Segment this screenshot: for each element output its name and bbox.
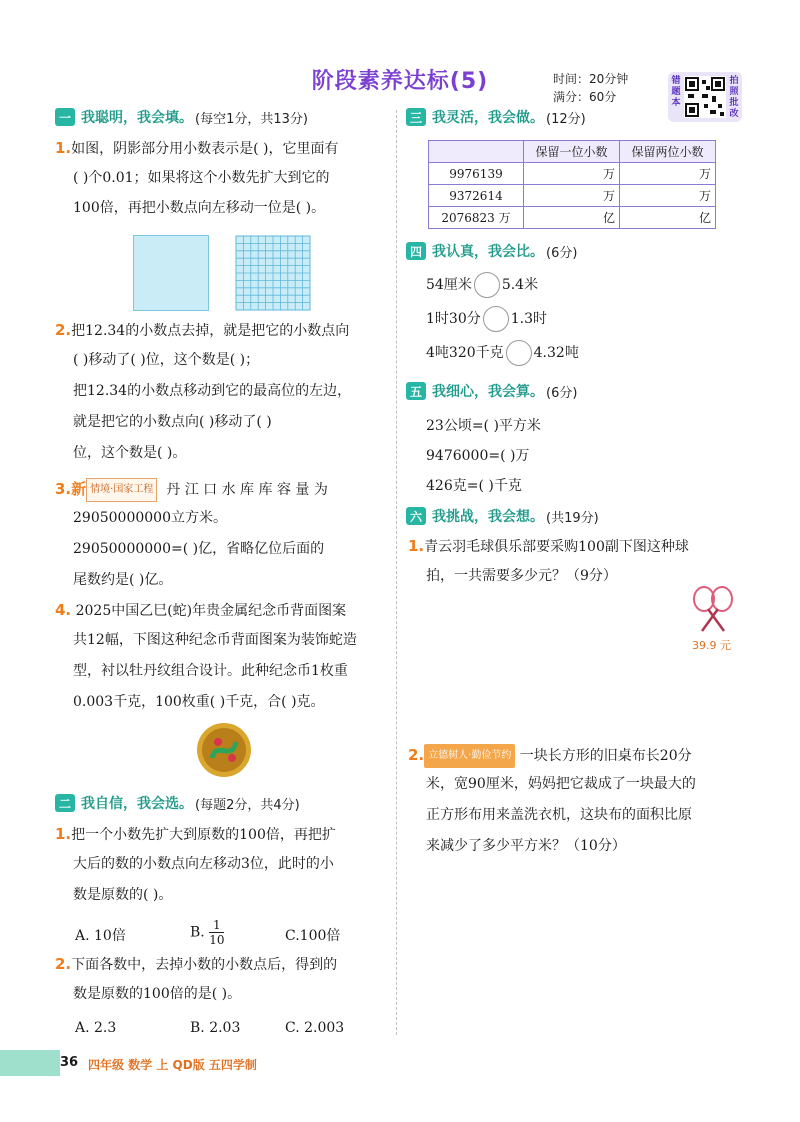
q3-line-4: 尾数约是( )亿。 xyxy=(73,572,173,588)
q4-line-1: 2025中国乙巳(蛇)年贵金属纪念币背面图案 xyxy=(75,603,347,619)
section-note: (12分) xyxy=(546,111,586,127)
footer-accent-bar xyxy=(0,1050,60,1076)
challenge-question-2: 2. 立德树人·勤俭节约 一块长方形的旧桌布长20分 米，宽90厘米，妈妈把它裁成了一块最大的 正方形布用来盖洗衣机，这块布的面积比原 来减少了多少平方米？（10分） xyxy=(408,744,753,867)
question-4: 4. 2025中国乙巳(蛇)年贵金属纪念币背面图案 共12幅，下图这种纪念币背面图案为装饰蛇造 型，衬以牡丹纹组合设计。此种纪念币1枚重 0.003千克，100枚重( )千克，合( )克。 xyxy=(55,600,390,723)
challenge-question-1: 1.青云羽毛球俱乐部要采购100副下图这种球 拍，一共需要多少元？（9分） xyxy=(408,536,748,596)
q3-line-1: 丹 江 口 水 库 库 容 量 为 xyxy=(166,482,328,498)
table-header: 保留两位小数 xyxy=(620,141,716,163)
footer-text: 四年级 数学 上 QD版 五四学制 xyxy=(88,1058,257,1072)
section-badge: 一 xyxy=(55,108,75,126)
section-title: 我细心，我会算。 xyxy=(432,384,544,400)
section-title: 我认真，我会比。 xyxy=(432,244,544,260)
qr-right-label: 拍照批改 xyxy=(729,76,739,119)
section-6-header xyxy=(406,505,599,527)
c2-line-2: 数是原数的100倍的是( )。 xyxy=(73,986,242,1002)
q4-line-4: 0.003千克，100枚重( )千克，合( )克。 xyxy=(73,694,325,710)
question-1: 1.如图，阴影部分用小数表示是( )，它里面有 ( )个0.01；如果将这个小数先扩大到它的 100倍，再把小数点向左移动一位是( )。 xyxy=(55,138,390,228)
qr-left-label: 错题本 xyxy=(671,76,681,108)
q2-line-3: 把12.34的小数点移动到它的最高位的左边， xyxy=(73,383,352,399)
section-note: (每空1分，共13分) xyxy=(195,111,308,127)
page-number: 36 xyxy=(60,1055,79,1070)
section-note: (6分) xyxy=(546,385,578,401)
shaded-square-figure xyxy=(133,235,209,311)
choice-question-1: 1.把一个小数先扩大到原数的100倍，再把扩 大后的数的小数点向左移动3位，此时的小 数是原数的( )。 xyxy=(55,824,390,916)
section-title: 我灵活，我会做。 xyxy=(432,110,544,126)
question-2: 2.把12.34的小数点去掉，就是把它的小数点向 ( )移动了( )位，这个数是( )； 把12.34的小数点移动到它的最高位的左边， 就是把它的小数点向( )移动了( ) 位，这个数是( )。 xyxy=(55,320,390,474)
moral-tag: 立德树人·勤俭节约 xyxy=(424,744,515,768)
q3-line-2: 29050000000立方米。 xyxy=(73,510,227,526)
table-row: 9976139 万 万 xyxy=(429,163,716,185)
c1-option-a[interactable]: A. 10倍 xyxy=(75,928,126,944)
page-title: 阶段素养达标(5) xyxy=(311,69,489,94)
c2-option-a[interactable]: A. 2.3 xyxy=(75,1020,117,1036)
c2-option-b[interactable]: B. 2.03 xyxy=(190,1020,241,1036)
section-note: (每题2分，共4分) xyxy=(195,797,300,813)
calc-item-1: 23公顷=( )平方米 xyxy=(426,418,541,434)
section-title: 我自信，我会选。 xyxy=(81,796,193,812)
hundred-grid-figure xyxy=(235,235,311,311)
q2-line-5: 位，这个数是( )。 xyxy=(73,445,187,461)
calc-item-3: 426克=( )千克 xyxy=(426,478,522,494)
qr-code-icon xyxy=(684,76,726,118)
section-5-header xyxy=(406,380,577,402)
section-badge: 三 xyxy=(406,108,426,126)
compare-item-1: 54厘米 5.4米 xyxy=(426,272,538,300)
table-header: 保留一位小数 xyxy=(524,141,620,163)
context-tag: 情境·国家工程 xyxy=(86,478,157,502)
section-badge: 二 xyxy=(55,794,75,812)
ch1-line-2: 拍，一共需要多少元？（9分） xyxy=(426,568,617,584)
q3-line-3: 29050000000=( )亿，省略亿位后面的 xyxy=(73,541,325,557)
full-score: 满分：60分 xyxy=(553,90,617,104)
compare-circle[interactable] xyxy=(474,272,500,298)
qr-code-panel[interactable] xyxy=(668,72,742,122)
ch2-line-2: 米，宽90厘米，妈妈把它裁成了一块最大的 xyxy=(426,776,696,792)
column-divider xyxy=(396,110,397,1035)
racket-price: 39.9 元 xyxy=(692,639,731,652)
ch2-line-4: 来减少了多少平方米？（10分） xyxy=(426,838,626,854)
c2-option-c[interactable]: C. 2.003 xyxy=(285,1020,345,1036)
q2-line-2: ( )移动了( )位，这个数是( )； xyxy=(73,352,260,368)
question-3: 3.新 情境·国家工程 丹 江 口 水 库 库 容 量 为 29050000000立方米。 29050000000=( )亿，省略亿位后面的 尾数约是( )亿。 xyxy=(55,478,390,601)
section-3-header xyxy=(406,106,586,128)
ch2-line-3: 正方形布用来盖洗衣机，这块布的面积比原 xyxy=(426,807,692,823)
time-limit: 时间：20分钟 xyxy=(553,72,629,86)
q1-line-3: 100倍，再把小数点向左移动一位是( )。 xyxy=(73,200,326,216)
new-mark: 新 xyxy=(71,480,87,498)
section-note: (6分) xyxy=(546,245,578,261)
section-title: 我挑战，我会想。 xyxy=(432,509,544,525)
section-1-header xyxy=(55,106,308,128)
c1-option-c[interactable]: C.100倍 xyxy=(285,928,341,944)
section-note: (共19分) xyxy=(546,510,599,526)
compare-circle[interactable] xyxy=(506,340,532,366)
rounding-table xyxy=(428,140,716,229)
compare-item-3: 4吨320千克 4.32吨 xyxy=(426,340,579,368)
ch2-line-1: 一块长方形的旧桌布长20分 xyxy=(519,748,692,764)
c1-line-1: 把一个小数先扩大到原数的100倍，再把扩 xyxy=(71,827,336,843)
table-header xyxy=(429,141,524,163)
section-title: 我聪明，我会填。 xyxy=(81,110,193,126)
q4-line-3: 型，衬以牡丹纹组合设计。此种纪念币1枚重 xyxy=(73,663,348,679)
compare-circle[interactable] xyxy=(483,306,509,332)
section-2-header xyxy=(55,792,300,814)
page-footer xyxy=(0,1050,800,1076)
section-badge: 六 xyxy=(406,507,426,525)
calc-item-2: 9476000=( )万 xyxy=(426,448,530,464)
q4-line-2: 共12幅，下图这种纪念币背面图案为装饰蛇造 xyxy=(73,632,357,648)
q2-line-1: 把12.34的小数点去掉，就是把它的小数点向 xyxy=(71,323,350,339)
q1-line-2: ( )个0.01；如果将这个小数先扩大到它的 xyxy=(73,170,330,186)
c2-line-1: 下面各数中，去掉小数的小数点后，得到的 xyxy=(71,957,338,973)
compare-item-2: 1时30分 1.3时 xyxy=(426,306,547,334)
c1-line-2: 大后的数的小数点向左移动3位，此时的小 xyxy=(73,856,334,872)
snake-coin-image xyxy=(196,722,252,778)
c1-line-3: 数是原数的( )。 xyxy=(73,887,173,903)
section-badge: 四 xyxy=(406,242,426,260)
table-row: 2076823 万 亿 亿 xyxy=(429,207,716,229)
badminton-racket-icon xyxy=(690,585,736,633)
q1-line-1: 如图，阴影部分用小数表示是( )，它里面有 xyxy=(71,141,339,157)
c1-option-b[interactable]: B. $\frac{1}{10}$ xyxy=(190,918,225,947)
section-4-header xyxy=(406,240,577,262)
fraction: $\frac{1}{10}$ xyxy=(209,918,225,947)
ch1-line-1: 青云羽毛球俱乐部要采购100副下图这种球 xyxy=(424,539,689,555)
section-badge: 五 xyxy=(406,382,426,400)
table-row: 9372614 万 万 xyxy=(429,185,716,207)
q2-line-4: 就是把它的小数点向( )移动了( ) xyxy=(73,414,272,430)
choice-question-2: 2.下面各数中，去掉小数的小数点后，得到的 数是原数的100倍的是( )。 xyxy=(55,954,390,1015)
